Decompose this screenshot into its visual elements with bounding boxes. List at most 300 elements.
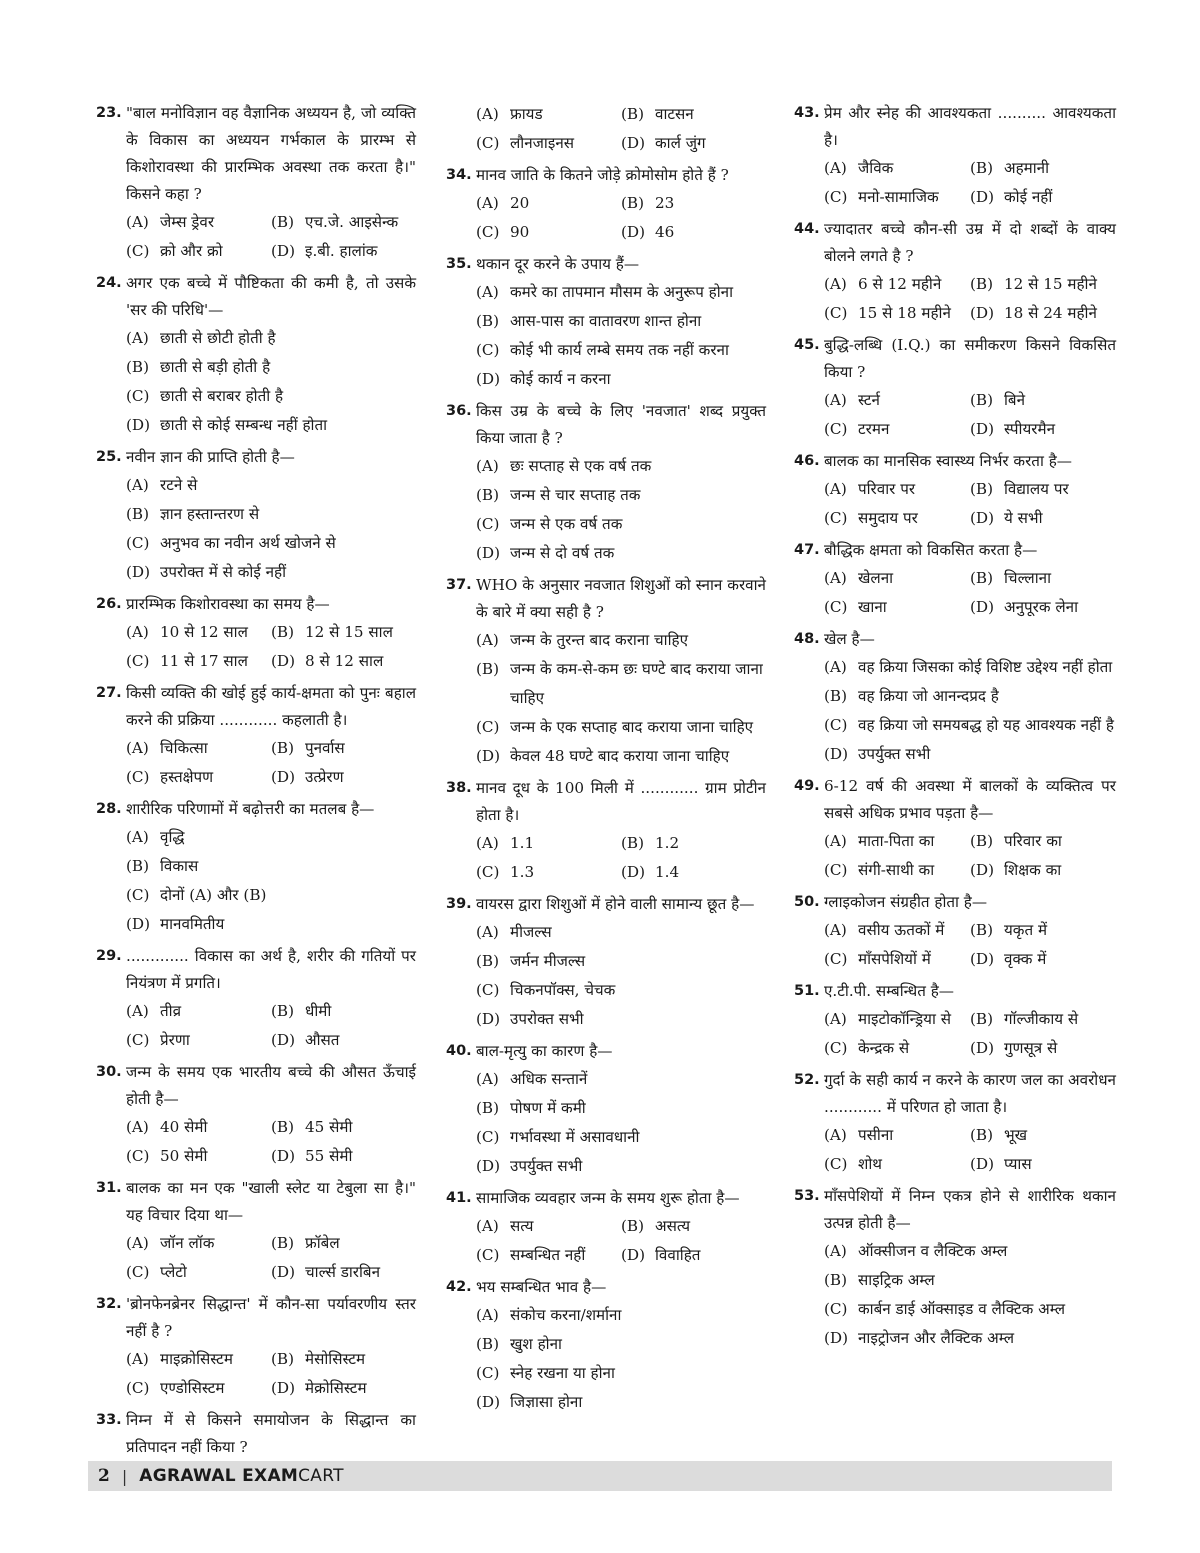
column-1 bbox=[96, 100, 416, 1465]
brand-light: CART bbox=[298, 1466, 344, 1486]
option-text: माता-पिता का bbox=[858, 832, 935, 850]
option-row bbox=[476, 129, 766, 158]
question-stem bbox=[96, 680, 416, 734]
option-letter: (C) bbox=[126, 652, 150, 670]
option-row bbox=[126, 1026, 416, 1055]
option-row bbox=[824, 1005, 1116, 1034]
option-letter: (B) bbox=[824, 687, 848, 705]
question-text: किस उम्र के बच्चे के लिए 'नवजात' शब्द प्रयुक्त किया जाता है ? bbox=[476, 402, 766, 447]
option-item bbox=[824, 945, 970, 974]
option-text: 40 सेमी bbox=[160, 1118, 208, 1136]
option-item bbox=[824, 1005, 970, 1034]
option-text: वृद्धि bbox=[160, 828, 185, 846]
option-letter: (D) bbox=[970, 1155, 995, 1173]
option-letter: (B) bbox=[271, 1002, 295, 1020]
option-letter: (B) bbox=[824, 1271, 848, 1289]
options-list bbox=[794, 270, 1116, 328]
question-number: 53. bbox=[794, 1188, 820, 1204]
option-letter: (D) bbox=[126, 416, 151, 434]
option-text: यकृत में bbox=[1004, 921, 1048, 939]
question-number: 27. bbox=[96, 685, 122, 701]
option-row bbox=[126, 647, 416, 676]
question-page bbox=[96, 100, 1116, 1456]
option-letter: (D) bbox=[621, 134, 646, 152]
option-text: कमरे का तापमान मौसम के अनुरूप होना bbox=[510, 283, 734, 301]
option-item bbox=[126, 997, 271, 1026]
option-text: साइट्रिक अम्ल bbox=[858, 1271, 935, 1289]
question-block bbox=[446, 891, 766, 1034]
option-text: स्टर्न bbox=[858, 391, 880, 409]
question-number: 25. bbox=[96, 449, 122, 465]
option-text: उपर्युक्त सभी bbox=[858, 745, 931, 763]
option-letter: (C) bbox=[126, 534, 150, 552]
option-text: गुणसूत्र से bbox=[1004, 1039, 1058, 1057]
question-block bbox=[794, 773, 1116, 885]
option-text: गॉल्जीकाय से bbox=[1004, 1010, 1079, 1028]
option-item bbox=[824, 299, 970, 328]
option-text: पसीना bbox=[858, 1126, 894, 1144]
option-item bbox=[126, 1258, 271, 1287]
question-number: 28. bbox=[96, 801, 122, 817]
option-text: 46 bbox=[655, 223, 675, 241]
option-item bbox=[970, 1005, 1116, 1034]
question-stem bbox=[96, 444, 416, 471]
question-text: बालक का मानसिक स्वास्थ्य निर्भर करता है— bbox=[824, 452, 1072, 470]
option-text: पोषण में कमी bbox=[510, 1099, 586, 1117]
option-letter: (A) bbox=[824, 391, 847, 409]
option-item bbox=[824, 270, 970, 299]
option-letter: (B) bbox=[126, 857, 150, 875]
option-letter: (D) bbox=[824, 745, 849, 763]
option-text: विकास bbox=[160, 857, 199, 875]
option-row bbox=[126, 1113, 416, 1142]
question-number: 30. bbox=[96, 1064, 122, 1080]
question-text: नवीन ज्ञान की प्राप्ति होती है— bbox=[126, 448, 295, 466]
options-list bbox=[96, 618, 416, 676]
option-item bbox=[271, 1345, 416, 1374]
option-letter: (D) bbox=[621, 223, 646, 241]
options-list bbox=[446, 189, 766, 247]
option-item bbox=[126, 823, 416, 852]
question-text: अगर एक बच्चे में पौष्टिकता की कमी है, तो उसके 'सर की परिधि'— bbox=[126, 274, 416, 319]
option-item bbox=[126, 734, 271, 763]
option-item bbox=[476, 218, 621, 247]
option-row bbox=[824, 299, 1116, 328]
option-item bbox=[476, 1330, 766, 1359]
question-text: बुद्धि-लब्धि (I.Q.) का समीकरण किसने विकसित किया ? bbox=[824, 336, 1116, 381]
question-block bbox=[446, 775, 766, 887]
option-row bbox=[126, 1142, 416, 1171]
question-stem bbox=[794, 626, 1116, 653]
option-letter: (C) bbox=[824, 1155, 848, 1173]
question-stem bbox=[794, 978, 1116, 1005]
option-letter: (D) bbox=[621, 863, 646, 881]
option-row bbox=[824, 386, 1116, 415]
option-text: छाती से छोटी होती है bbox=[160, 329, 276, 347]
question-stem bbox=[96, 796, 416, 823]
option-item bbox=[476, 713, 766, 742]
option-text: मानवमितीय bbox=[160, 915, 225, 933]
question-text: ए.टी.पी. सम्बन्धित है— bbox=[824, 982, 954, 1000]
option-letter: (B) bbox=[476, 1099, 500, 1117]
option-row bbox=[824, 270, 1116, 299]
option-text: जन्म के एक सप्ताह बाद कराया जाना चाहिए bbox=[510, 718, 754, 736]
options-list bbox=[446, 626, 766, 771]
option-item bbox=[970, 504, 1116, 533]
option-text: छः सप्ताह से एक वर्ष तक bbox=[510, 457, 652, 475]
option-item bbox=[970, 827, 1116, 856]
option-text: शोथ bbox=[858, 1155, 882, 1173]
option-letter: (C) bbox=[476, 718, 500, 736]
question-block bbox=[96, 1291, 416, 1403]
option-text: सम्बन्धित नहीं bbox=[510, 1246, 586, 1264]
option-text: पुनर्वास bbox=[305, 739, 345, 757]
option-text: 6 से 12 महीने bbox=[858, 275, 942, 293]
option-letter: (A) bbox=[824, 569, 847, 587]
option-item bbox=[824, 1034, 970, 1063]
option-item bbox=[271, 734, 416, 763]
option-item bbox=[621, 129, 766, 158]
option-item bbox=[476, 100, 621, 129]
question-stem bbox=[446, 891, 766, 918]
option-text: जॉन लॉक bbox=[160, 1234, 215, 1252]
option-item bbox=[271, 1258, 416, 1287]
option-row bbox=[126, 1229, 416, 1258]
option-row bbox=[126, 997, 416, 1026]
option-item bbox=[824, 386, 970, 415]
option-text: चिकित्सा bbox=[160, 739, 208, 757]
question-text: माँसपेशियों में निम्न एकत्र होने से शारीरिक थकान उत्पन्न होती है— bbox=[824, 1187, 1116, 1232]
option-item bbox=[970, 1121, 1116, 1150]
question-stem bbox=[446, 1274, 766, 1301]
option-text: शिक्षक का bbox=[1004, 861, 1062, 879]
option-text: 1.4 bbox=[655, 863, 680, 881]
question-block bbox=[96, 591, 416, 676]
option-row bbox=[476, 1212, 766, 1241]
question-stem bbox=[446, 1038, 766, 1065]
column-2 bbox=[446, 100, 766, 1421]
option-letter: (A) bbox=[126, 1002, 149, 1020]
option-letter: (D) bbox=[970, 950, 995, 968]
question-text: निम्न में से किसने समायोजन के सिद्धान्त का प्रतिपादन नहीं किया ? bbox=[126, 1411, 416, 1456]
option-text: कोई कार्य न करना bbox=[510, 370, 611, 388]
option-text: परिवार का bbox=[1004, 832, 1062, 850]
question-stem bbox=[96, 1407, 416, 1461]
options-list bbox=[446, 1301, 766, 1417]
question-number: 31. bbox=[96, 1180, 122, 1196]
option-item bbox=[126, 1345, 271, 1374]
question-text: किसी व्यक्ति की खोई हुई कार्य-क्षमता को पुनः बहाल करने की प्रक्रिया ............ कहलाती है। bbox=[126, 684, 416, 729]
question-number: 51. bbox=[794, 983, 820, 999]
options-list bbox=[794, 916, 1116, 974]
option-letter: (A) bbox=[824, 159, 847, 177]
question-stem bbox=[794, 773, 1116, 827]
question-number: 45. bbox=[794, 337, 820, 353]
option-text: स्नेह रखना या होना bbox=[510, 1364, 615, 1382]
option-text: माइटोकॉन्ड्रिया से bbox=[858, 1010, 951, 1028]
option-item bbox=[126, 558, 416, 587]
question-block bbox=[794, 1067, 1116, 1179]
option-item bbox=[476, 742, 766, 771]
option-text: छाती से बराबर होती है bbox=[160, 387, 284, 405]
option-text: जैविक bbox=[858, 159, 894, 177]
question-text: "बाल मनोविज्ञान वह वैज्ञानिक अध्ययन है, जो व्यक्ति के विकास का अध्ययन गर्भकाल के प्रारम्भ से किशोरावस्था की प्रारम्भिक अवस्था तक करता है।" किसने कहा ? bbox=[126, 104, 416, 203]
option-letter: (B) bbox=[271, 213, 295, 231]
option-text: जिज्ञासा होना bbox=[510, 1393, 583, 1411]
option-text: परिवार पर bbox=[858, 480, 916, 498]
option-letter: (B) bbox=[271, 1350, 295, 1368]
option-item bbox=[824, 1266, 1116, 1295]
options-list bbox=[794, 475, 1116, 533]
option-letter: (A) bbox=[476, 1070, 499, 1088]
option-row bbox=[824, 1034, 1116, 1063]
options-list bbox=[96, 324, 416, 440]
option-letter: (D) bbox=[824, 1329, 849, 1347]
option-text: हस्तक्षेपण bbox=[160, 768, 214, 786]
options-list bbox=[446, 1212, 766, 1270]
option-letter: (B) bbox=[476, 952, 500, 970]
option-letter: (A) bbox=[824, 1126, 847, 1144]
option-text: केवल 48 घण्टे बाद कराया जाना चाहिए bbox=[510, 747, 730, 765]
option-item bbox=[271, 647, 416, 676]
option-text: उपरोक्त में से कोई नहीं bbox=[160, 563, 287, 581]
option-letter: (D) bbox=[476, 544, 501, 562]
option-row bbox=[824, 916, 1116, 945]
option-item bbox=[126, 1374, 271, 1403]
option-item bbox=[476, 858, 621, 887]
option-text: औसत bbox=[305, 1031, 340, 1049]
option-text: 18 से 24 महीने bbox=[1004, 304, 1097, 322]
question-number: 36. bbox=[446, 403, 472, 419]
option-letter: (A) bbox=[126, 476, 149, 494]
option-text: उत्प्रेरण bbox=[305, 768, 344, 786]
question-block bbox=[96, 1175, 416, 1287]
question-block bbox=[446, 100, 766, 158]
option-text: कोई भी कार्य लम्बे समय तक नहीं करना bbox=[510, 341, 729, 359]
option-letter: (A) bbox=[824, 1010, 847, 1028]
option-text: वृक्क में bbox=[1004, 950, 1047, 968]
option-text: चिकनपॉक्स, चेचक bbox=[510, 981, 616, 999]
question-stem bbox=[794, 889, 1116, 916]
option-item bbox=[126, 852, 416, 881]
option-letter: (A) bbox=[476, 105, 499, 123]
option-item bbox=[476, 1241, 621, 1270]
option-letter: (A) bbox=[824, 832, 847, 850]
option-item bbox=[824, 827, 970, 856]
option-text: चार्ल्स डारबिन bbox=[305, 1263, 381, 1281]
option-text: ये सभी bbox=[1004, 509, 1043, 527]
option-row bbox=[824, 1121, 1116, 1150]
question-number: 33. bbox=[96, 1412, 122, 1428]
option-item bbox=[476, 1212, 621, 1241]
option-letter: (C) bbox=[476, 1246, 500, 1264]
option-item bbox=[476, 129, 621, 158]
option-item bbox=[476, 1301, 766, 1330]
option-letter: (C) bbox=[126, 1379, 150, 1397]
option-text: इ.बी. हालांक bbox=[305, 242, 378, 260]
option-row bbox=[476, 218, 766, 247]
option-row bbox=[824, 504, 1116, 533]
option-item bbox=[824, 653, 1116, 682]
option-item bbox=[476, 1388, 766, 1417]
footer-separator: | bbox=[121, 1466, 128, 1486]
question-block bbox=[96, 1059, 416, 1171]
option-letter: (D) bbox=[970, 598, 995, 616]
option-item bbox=[126, 411, 416, 440]
option-text: विवाहित bbox=[655, 1246, 701, 1264]
page-footer bbox=[88, 1461, 1112, 1491]
option-text: मनो-सामाजिक bbox=[858, 188, 939, 206]
option-text: 10 से 12 साल bbox=[160, 623, 248, 641]
question-number: 38. bbox=[446, 780, 472, 796]
question-text: मानव दूध के 100 मिली में ............ ग्राम प्रोटीन होता है। bbox=[476, 779, 766, 824]
question-text: सामाजिक व्यवहार जन्म के समय शुरू होता है— bbox=[476, 1189, 740, 1207]
option-text: माँसपेशियों में bbox=[858, 950, 931, 968]
option-item bbox=[621, 1241, 766, 1270]
options-list bbox=[96, 734, 416, 792]
options-list bbox=[446, 1065, 766, 1181]
option-text: 45 सेमी bbox=[305, 1118, 353, 1136]
question-number: 37. bbox=[446, 577, 472, 593]
option-letter: (B) bbox=[970, 1126, 994, 1144]
option-text: प्रेरणा bbox=[160, 1031, 190, 1049]
option-letter: (D) bbox=[271, 1031, 296, 1049]
option-letter: (C) bbox=[476, 863, 500, 881]
option-item bbox=[824, 1324, 1116, 1353]
option-text: माइक्रोसिस्टम bbox=[160, 1350, 233, 1368]
option-row bbox=[126, 1258, 416, 1287]
option-text: जन्म के कम-से-कम छः घण्टे बाद कराया जाना चाहिए bbox=[510, 660, 763, 707]
question-stem bbox=[96, 1291, 416, 1345]
question-stem bbox=[446, 775, 766, 829]
option-letter: (C) bbox=[824, 1300, 848, 1318]
option-letter: (C) bbox=[476, 134, 500, 152]
option-letter: (D) bbox=[271, 768, 296, 786]
option-item bbox=[126, 237, 271, 266]
option-item bbox=[126, 324, 416, 353]
question-block bbox=[96, 943, 416, 1055]
option-item bbox=[824, 475, 970, 504]
option-letter: (D) bbox=[970, 420, 995, 438]
option-letter: (C) bbox=[126, 387, 150, 405]
question-block bbox=[794, 889, 1116, 974]
question-number: 44. bbox=[794, 221, 820, 237]
option-letter: (C) bbox=[476, 1128, 500, 1146]
option-text: वह क्रिया जिसका कोई विशिष्ट उद्देश्य नहीं होता bbox=[858, 658, 1113, 676]
question-number: 50. bbox=[794, 894, 820, 910]
option-item bbox=[476, 452, 766, 481]
question-number: 48. bbox=[794, 631, 820, 647]
options-list bbox=[794, 154, 1116, 212]
option-item bbox=[970, 183, 1116, 212]
option-item bbox=[824, 1295, 1116, 1324]
question-number: 47. bbox=[794, 542, 820, 558]
option-text: फ्रॉबेल bbox=[305, 1234, 340, 1252]
option-text: उपरोक्त सभी bbox=[510, 1010, 584, 1028]
question-stem bbox=[446, 162, 766, 189]
question-text: मानव जाति के कितने जोड़े क्रोमोसोम होते हैं ? bbox=[476, 166, 729, 184]
option-item bbox=[126, 1026, 271, 1055]
option-text: जन्म से चार सप्ताह तक bbox=[510, 486, 641, 504]
option-item bbox=[476, 1123, 766, 1152]
option-row bbox=[824, 1150, 1116, 1179]
option-letter: (A) bbox=[126, 739, 149, 757]
option-letter: (D) bbox=[970, 304, 995, 322]
question-block bbox=[794, 216, 1116, 328]
option-text: खाना bbox=[858, 598, 887, 616]
option-text: धीमी bbox=[305, 1002, 332, 1020]
option-item bbox=[824, 183, 970, 212]
option-item bbox=[126, 1229, 271, 1258]
option-text: जर्मन मीजल्स bbox=[510, 952, 586, 970]
option-letter: (B) bbox=[621, 194, 645, 212]
option-letter: (C) bbox=[824, 420, 848, 438]
option-letter: (B) bbox=[126, 358, 150, 376]
option-item bbox=[126, 1142, 271, 1171]
option-item bbox=[476, 1005, 766, 1034]
question-number: 34. bbox=[446, 167, 472, 183]
question-block bbox=[446, 398, 766, 568]
option-item bbox=[476, 539, 766, 568]
option-row bbox=[126, 1374, 416, 1403]
question-block bbox=[96, 1407, 416, 1461]
option-item bbox=[476, 336, 766, 365]
question-text: प्रारम्भिक किशोरावस्था का समय है— bbox=[126, 595, 330, 613]
question-text: भय सम्बन्धित भाव है— bbox=[476, 1278, 607, 1296]
option-letter: (C) bbox=[476, 223, 500, 241]
option-row bbox=[126, 763, 416, 792]
option-letter: (B) bbox=[970, 480, 994, 498]
option-item bbox=[621, 858, 766, 887]
option-text: 55 सेमी bbox=[305, 1147, 353, 1165]
option-text: चिल्लाना bbox=[1004, 569, 1052, 587]
option-letter: (B) bbox=[621, 834, 645, 852]
option-item bbox=[824, 856, 970, 885]
question-number: 52. bbox=[794, 1072, 820, 1088]
option-item bbox=[271, 1113, 416, 1142]
option-text: 50 सेमी bbox=[160, 1147, 208, 1165]
question-text: बालक का मन एक "खाली स्लेट या टेबुला सा है।" यह विचार दिया था— bbox=[126, 1179, 416, 1224]
option-item bbox=[970, 593, 1116, 622]
option-letter: (D) bbox=[271, 1147, 296, 1165]
option-text: 23 bbox=[655, 194, 675, 212]
option-row bbox=[476, 829, 766, 858]
option-text: 90 bbox=[510, 223, 530, 241]
question-stem bbox=[794, 537, 1116, 564]
option-text: 1.1 bbox=[510, 834, 535, 852]
question-number: 49. bbox=[794, 778, 820, 794]
option-letter: (C) bbox=[824, 861, 848, 879]
option-text: वह क्रिया जो समयबद्ध हो यह आवश्यक नहीं है bbox=[858, 716, 1114, 734]
option-letter: (C) bbox=[476, 515, 500, 533]
option-text: कोई नहीं bbox=[1004, 188, 1053, 206]
question-number: 35. bbox=[446, 256, 472, 272]
option-letter: (C) bbox=[824, 1039, 848, 1057]
question-stem bbox=[794, 1067, 1116, 1121]
question-text: वायरस द्वारा शिशुओं में होने वाली सामान्य छूत है— bbox=[476, 895, 755, 913]
option-text: जेम्स ड्रेवर bbox=[160, 213, 215, 231]
question-block bbox=[446, 1274, 766, 1417]
question-block bbox=[794, 626, 1116, 769]
option-text: एच.जे. आइसेन्क bbox=[305, 213, 399, 231]
option-letter: (D) bbox=[476, 1393, 501, 1411]
option-item bbox=[970, 916, 1116, 945]
option-text: जन्म से दो वर्ष तक bbox=[510, 544, 615, 562]
option-letter: (A) bbox=[476, 834, 499, 852]
option-text: प्यास bbox=[1004, 1155, 1032, 1173]
question-text: बौद्धिक क्षमता को विकसित करता है— bbox=[824, 541, 1038, 559]
option-text: लौनजाइनस bbox=[510, 134, 575, 152]
